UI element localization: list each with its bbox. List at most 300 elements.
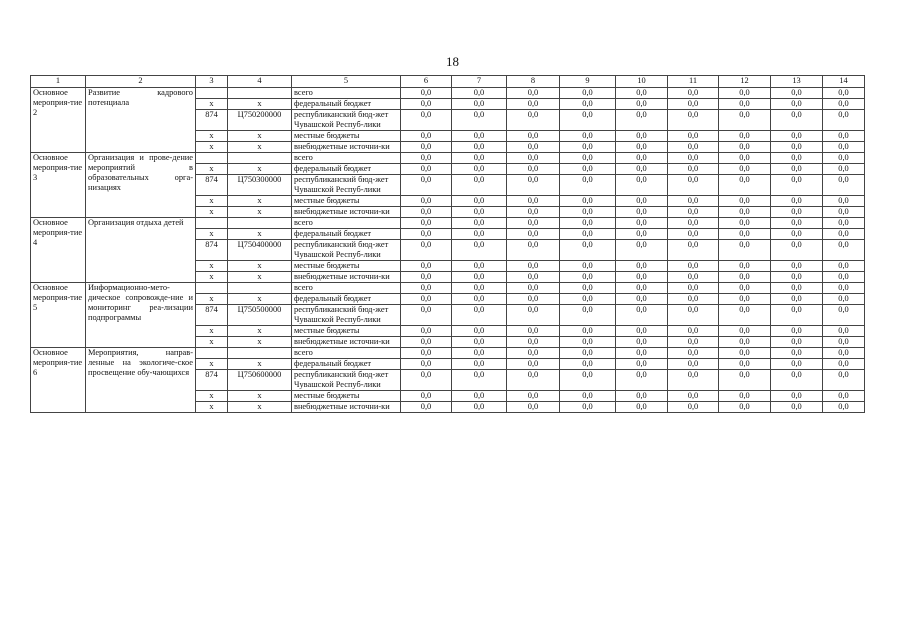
value-cell: 0,0 [560, 218, 616, 229]
target-code-cell: x [228, 196, 292, 207]
value-cell: 0,0 [771, 370, 823, 391]
value-cell: 0,0 [771, 391, 823, 402]
value-cell: 0,0 [401, 153, 452, 164]
target-code-cell: x [228, 391, 292, 402]
value-cell: 0,0 [719, 110, 771, 131]
value-cell: 0,0 [560, 131, 616, 142]
value-cell: 0,0 [616, 110, 668, 131]
value-cell: 0,0 [823, 153, 865, 164]
measure-title-cell: Развитие кадрового потенциала [86, 88, 196, 153]
table-row [31, 88, 865, 99]
value-cell: 0,0 [719, 261, 771, 272]
value-cell: 0,0 [616, 99, 668, 110]
target-code-cell: x [228, 131, 292, 142]
value-cell: 0,0 [719, 326, 771, 337]
header-cell: 10 [616, 76, 668, 88]
value-cell: 0,0 [452, 153, 507, 164]
funding-source-cell: всего [292, 283, 401, 294]
value-cell: 0,0 [771, 402, 823, 413]
value-cell: 0,0 [452, 142, 507, 153]
value-cell: 0,0 [823, 272, 865, 283]
value-cell: 0,0 [452, 326, 507, 337]
value-cell: 0,0 [560, 305, 616, 326]
value-cell: 0,0 [560, 283, 616, 294]
value-cell: 0,0 [668, 88, 719, 99]
value-cell: 0,0 [560, 294, 616, 305]
value-cell: 0,0 [668, 272, 719, 283]
value-cell: 0,0 [719, 348, 771, 359]
target-code-cell: x [228, 164, 292, 175]
code-cell [196, 218, 228, 229]
code-cell: 874 [196, 305, 228, 326]
value-cell: 0,0 [719, 229, 771, 240]
value-cell: 0,0 [719, 131, 771, 142]
value-cell: 0,0 [452, 283, 507, 294]
value-cell: 0,0 [452, 240, 507, 261]
value-cell: 0,0 [616, 142, 668, 153]
value-cell: 0,0 [719, 305, 771, 326]
value-cell: 0,0 [507, 294, 560, 305]
value-cell: 0,0 [560, 272, 616, 283]
value-cell: 0,0 [771, 283, 823, 294]
value-cell: 0,0 [401, 391, 452, 402]
code-cell: 874 [196, 175, 228, 196]
value-cell: 0,0 [616, 131, 668, 142]
target-code-cell [228, 283, 292, 294]
measure-title-cell: Мероприятия, направ-ленные на экологиче-ское просвещение обу-чающихся [86, 348, 196, 413]
value-cell: 0,0 [401, 261, 452, 272]
table-row [31, 153, 865, 164]
value-cell: 0,0 [452, 359, 507, 370]
value-cell: 0,0 [668, 229, 719, 240]
value-cell: 0,0 [616, 88, 668, 99]
value-cell: 0,0 [719, 218, 771, 229]
funding-source-cell: республиканский бюд-жет Чувашской Респуб-лики [292, 305, 401, 326]
header-cell: 1 [31, 76, 86, 88]
code-cell [196, 283, 228, 294]
value-cell: 0,0 [560, 229, 616, 240]
value-cell: 0,0 [668, 142, 719, 153]
value-cell: 0,0 [771, 110, 823, 131]
value-cell: 0,0 [719, 391, 771, 402]
value-cell: 0,0 [771, 164, 823, 175]
value-cell: 0,0 [452, 337, 507, 348]
page-number: 18 [446, 54, 459, 69]
funding-source-cell: местные бюджеты [292, 391, 401, 402]
value-cell: 0,0 [616, 348, 668, 359]
value-cell: 0,0 [668, 391, 719, 402]
value-cell: 0,0 [507, 240, 560, 261]
value-cell: 0,0 [668, 337, 719, 348]
header-cell: 11 [668, 76, 719, 88]
code-cell: x [196, 391, 228, 402]
value-cell: 0,0 [616, 196, 668, 207]
value-cell: 0,0 [771, 88, 823, 99]
value-cell: 0,0 [401, 402, 452, 413]
value-cell: 0,0 [823, 305, 865, 326]
value-cell: 0,0 [560, 337, 616, 348]
value-cell: 0,0 [452, 348, 507, 359]
value-cell: 0,0 [560, 175, 616, 196]
code-cell: x [196, 294, 228, 305]
funding-source-cell: федеральный бюджет [292, 294, 401, 305]
value-cell: 0,0 [771, 196, 823, 207]
target-code-cell: x [228, 207, 292, 218]
measure-title-cell: Информационно-мето-дическое сопровожде-ние и мониторинг реа-лизации подпрограммы [86, 283, 196, 348]
code-cell: x [196, 359, 228, 370]
funding-source-cell: местные бюджеты [292, 326, 401, 337]
funding-source-cell: федеральный бюджет [292, 359, 401, 370]
value-cell: 0,0 [560, 348, 616, 359]
funding-source-cell: внебюджетные источни-ки [292, 402, 401, 413]
value-cell: 0,0 [823, 229, 865, 240]
value-cell: 0,0 [507, 142, 560, 153]
value-cell: 0,0 [507, 261, 560, 272]
value-cell: 0,0 [452, 164, 507, 175]
code-cell: x [196, 207, 228, 218]
value-cell: 0,0 [507, 218, 560, 229]
value-cell: 0,0 [719, 99, 771, 110]
value-cell: 0,0 [507, 110, 560, 131]
value-cell: 0,0 [507, 175, 560, 196]
target-code-cell: Ц750500000 [228, 305, 292, 326]
value-cell: 0,0 [616, 175, 668, 196]
value-cell: 0,0 [560, 359, 616, 370]
value-cell: 0,0 [616, 218, 668, 229]
value-cell: 0,0 [616, 337, 668, 348]
code-cell: x [196, 142, 228, 153]
value-cell: 0,0 [771, 175, 823, 196]
value-cell: 0,0 [507, 337, 560, 348]
header-cell: 7 [452, 76, 507, 88]
value-cell: 0,0 [560, 391, 616, 402]
value-cell: 0,0 [507, 131, 560, 142]
value-cell: 0,0 [507, 164, 560, 175]
value-cell: 0,0 [668, 175, 719, 196]
value-cell: 0,0 [771, 207, 823, 218]
value-cell: 0,0 [823, 88, 865, 99]
value-cell: 0,0 [452, 370, 507, 391]
value-cell: 0,0 [771, 229, 823, 240]
value-cell: 0,0 [823, 240, 865, 261]
value-cell: 0,0 [452, 294, 507, 305]
value-cell: 0,0 [719, 196, 771, 207]
value-cell: 0,0 [616, 261, 668, 272]
value-cell: 0,0 [771, 348, 823, 359]
funding-source-cell: внебюджетные источни-ки [292, 272, 401, 283]
value-cell: 0,0 [507, 272, 560, 283]
target-code-cell: x [228, 272, 292, 283]
funding-source-cell: внебюджетные источни-ки [292, 337, 401, 348]
target-code-cell: x [228, 294, 292, 305]
table-row [31, 218, 865, 229]
value-cell: 0,0 [668, 402, 719, 413]
value-cell: 0,0 [507, 326, 560, 337]
value-cell: 0,0 [452, 99, 507, 110]
target-code-cell: Ц750200000 [228, 110, 292, 131]
value-cell: 0,0 [771, 240, 823, 261]
value-cell: 0,0 [771, 218, 823, 229]
value-cell: 0,0 [823, 196, 865, 207]
value-cell: 0,0 [401, 131, 452, 142]
value-cell: 0,0 [560, 153, 616, 164]
value-cell: 0,0 [823, 207, 865, 218]
value-cell: 0,0 [560, 261, 616, 272]
value-cell: 0,0 [452, 110, 507, 131]
value-cell: 0,0 [507, 229, 560, 240]
value-cell: 0,0 [771, 99, 823, 110]
measure-cell: Основное мероприя-тие 5 [31, 283, 86, 348]
value-cell: 0,0 [668, 110, 719, 131]
value-cell: 0,0 [616, 402, 668, 413]
funding-source-cell: всего [292, 88, 401, 99]
value-cell: 0,0 [401, 99, 452, 110]
value-cell: 0,0 [668, 359, 719, 370]
target-code-cell: x [228, 402, 292, 413]
value-cell: 0,0 [771, 272, 823, 283]
value-cell: 0,0 [771, 153, 823, 164]
value-cell: 0,0 [719, 153, 771, 164]
value-cell: 0,0 [616, 164, 668, 175]
measure-cell: Основное мероприя-тие 4 [31, 218, 86, 283]
value-cell: 0,0 [771, 326, 823, 337]
target-code-cell: x [228, 142, 292, 153]
code-cell: 874 [196, 370, 228, 391]
value-cell: 0,0 [560, 164, 616, 175]
target-code-cell: Ц750300000 [228, 175, 292, 196]
value-cell: 0,0 [823, 348, 865, 359]
value-cell: 0,0 [616, 283, 668, 294]
value-cell: 0,0 [616, 229, 668, 240]
code-cell: x [196, 131, 228, 142]
code-cell: 874 [196, 240, 228, 261]
target-code-cell: x [228, 99, 292, 110]
value-cell: 0,0 [823, 337, 865, 348]
value-cell: 0,0 [452, 391, 507, 402]
value-cell: 0,0 [401, 110, 452, 131]
code-cell: x [196, 164, 228, 175]
value-cell: 0,0 [771, 305, 823, 326]
value-cell: 0,0 [823, 359, 865, 370]
value-cell: 0,0 [401, 272, 452, 283]
value-cell: 0,0 [616, 294, 668, 305]
value-cell: 0,0 [719, 359, 771, 370]
measure-cell: Основное мероприя-тие 3 [31, 153, 86, 218]
value-cell: 0,0 [452, 207, 507, 218]
value-cell: 0,0 [771, 131, 823, 142]
code-cell: x [196, 196, 228, 207]
value-cell: 0,0 [616, 272, 668, 283]
value-cell: 0,0 [616, 391, 668, 402]
funding-source-cell: всего [292, 153, 401, 164]
value-cell: 0,0 [719, 402, 771, 413]
value-cell: 0,0 [668, 348, 719, 359]
value-cell: 0,0 [719, 207, 771, 218]
header-cell: 3 [196, 76, 228, 88]
value-cell: 0,0 [401, 164, 452, 175]
header-cell: 9 [560, 76, 616, 88]
budget-table [30, 75, 865, 413]
value-cell: 0,0 [401, 218, 452, 229]
value-cell: 0,0 [507, 99, 560, 110]
header-cell: 2 [86, 76, 196, 88]
value-cell: 0,0 [401, 348, 452, 359]
funding-source-cell: внебюджетные источни-ки [292, 207, 401, 218]
value-cell: 0,0 [452, 305, 507, 326]
target-code-cell [228, 88, 292, 99]
value-cell: 0,0 [452, 261, 507, 272]
measure-title-cell: Организация отдыха детей [86, 218, 196, 283]
code-cell [196, 348, 228, 359]
code-cell: x [196, 402, 228, 413]
target-code-cell [228, 153, 292, 164]
target-code-cell: x [228, 359, 292, 370]
value-cell: 0,0 [719, 272, 771, 283]
header-cell: 5 [292, 76, 401, 88]
value-cell: 0,0 [823, 261, 865, 272]
value-cell: 0,0 [452, 402, 507, 413]
value-cell: 0,0 [401, 337, 452, 348]
value-cell: 0,0 [507, 402, 560, 413]
value-cell: 0,0 [823, 110, 865, 131]
value-cell: 0,0 [560, 110, 616, 131]
value-cell: 0,0 [401, 305, 452, 326]
value-cell: 0,0 [719, 370, 771, 391]
value-cell: 0,0 [401, 359, 452, 370]
value-cell: 0,0 [507, 370, 560, 391]
value-cell: 0,0 [771, 294, 823, 305]
value-cell: 0,0 [823, 326, 865, 337]
funding-source-cell: всего [292, 348, 401, 359]
code-cell: x [196, 337, 228, 348]
value-cell: 0,0 [507, 153, 560, 164]
value-cell: 0,0 [616, 326, 668, 337]
value-cell: 0,0 [560, 402, 616, 413]
value-cell: 0,0 [401, 142, 452, 153]
funding-source-cell: местные бюджеты [292, 131, 401, 142]
value-cell: 0,0 [668, 196, 719, 207]
value-cell: 0,0 [401, 283, 452, 294]
funding-source-cell: местные бюджеты [292, 196, 401, 207]
code-cell: x [196, 326, 228, 337]
header-cell: 6 [401, 76, 452, 88]
value-cell: 0,0 [616, 370, 668, 391]
value-cell: 0,0 [507, 305, 560, 326]
measure-cell: Основное мероприя-тие 6 [31, 348, 86, 413]
value-cell: 0,0 [401, 370, 452, 391]
value-cell: 0,0 [401, 88, 452, 99]
value-cell: 0,0 [560, 207, 616, 218]
target-code-cell: x [228, 326, 292, 337]
header-cell: 12 [719, 76, 771, 88]
value-cell: 0,0 [452, 229, 507, 240]
code-cell: x [196, 99, 228, 110]
funding-source-cell: республиканский бюд-жет Чувашской Респуб-лики [292, 370, 401, 391]
value-cell: 0,0 [771, 359, 823, 370]
value-cell: 0,0 [668, 240, 719, 261]
value-cell: 0,0 [668, 218, 719, 229]
value-cell: 0,0 [668, 207, 719, 218]
value-cell: 0,0 [823, 218, 865, 229]
value-cell: 0,0 [560, 88, 616, 99]
value-cell: 0,0 [452, 88, 507, 99]
table-row [31, 283, 865, 294]
funding-source-cell: республиканский бюд-жет Чувашской Респуб-лики [292, 110, 401, 131]
value-cell: 0,0 [401, 229, 452, 240]
value-cell: 0,0 [401, 326, 452, 337]
value-cell: 0,0 [452, 218, 507, 229]
value-cell: 0,0 [401, 196, 452, 207]
header-cell: 4 [228, 76, 292, 88]
header-cell: 14 [823, 76, 865, 88]
value-cell: 0,0 [401, 175, 452, 196]
code-cell: x [196, 229, 228, 240]
value-cell: 0,0 [719, 240, 771, 261]
value-cell: 0,0 [823, 131, 865, 142]
value-cell: 0,0 [560, 196, 616, 207]
funding-source-cell: местные бюджеты [292, 261, 401, 272]
value-cell: 0,0 [719, 294, 771, 305]
value-cell: 0,0 [560, 326, 616, 337]
value-cell: 0,0 [507, 207, 560, 218]
value-cell: 0,0 [719, 337, 771, 348]
value-cell: 0,0 [668, 370, 719, 391]
value-cell: 0,0 [771, 261, 823, 272]
value-cell: 0,0 [719, 88, 771, 99]
value-cell: 0,0 [616, 240, 668, 261]
target-code-cell [228, 348, 292, 359]
target-code-cell: x [228, 261, 292, 272]
value-cell: 0,0 [668, 99, 719, 110]
code-cell: x [196, 272, 228, 283]
target-code-cell: Ц750400000 [228, 240, 292, 261]
value-cell: 0,0 [401, 207, 452, 218]
value-cell: 0,0 [823, 294, 865, 305]
value-cell: 0,0 [507, 283, 560, 294]
target-code-cell [228, 218, 292, 229]
value-cell: 0,0 [823, 142, 865, 153]
value-cell: 0,0 [560, 99, 616, 110]
value-cell: 0,0 [452, 131, 507, 142]
value-cell: 0,0 [668, 261, 719, 272]
funding-source-cell: республиканский бюд-жет Чувашской Респуб-лики [292, 175, 401, 196]
code-cell: 874 [196, 110, 228, 131]
measure-title-cell: Организация и прове-дение мероприятий в образовательных орга-низациях [86, 153, 196, 218]
value-cell: 0,0 [452, 272, 507, 283]
funding-source-cell: внебюджетные источни-ки [292, 142, 401, 153]
value-cell: 0,0 [719, 164, 771, 175]
target-code-cell: Ц750600000 [228, 370, 292, 391]
value-cell: 0,0 [452, 175, 507, 196]
funding-source-cell: федеральный бюджет [292, 99, 401, 110]
value-cell: 0,0 [507, 348, 560, 359]
value-cell: 0,0 [823, 175, 865, 196]
funding-source-cell: всего [292, 218, 401, 229]
value-cell: 0,0 [719, 142, 771, 153]
value-cell: 0,0 [823, 283, 865, 294]
funding-source-cell: республиканский бюд-жет Чувашской Респуб-лики [292, 240, 401, 261]
header-cell: 8 [507, 76, 560, 88]
value-cell: 0,0 [507, 391, 560, 402]
value-cell: 0,0 [719, 175, 771, 196]
header-row [31, 76, 865, 88]
value-cell: 0,0 [616, 207, 668, 218]
header-cell: 13 [771, 76, 823, 88]
code-cell [196, 88, 228, 99]
value-cell: 0,0 [507, 88, 560, 99]
code-cell: x [196, 261, 228, 272]
value-cell: 0,0 [401, 294, 452, 305]
